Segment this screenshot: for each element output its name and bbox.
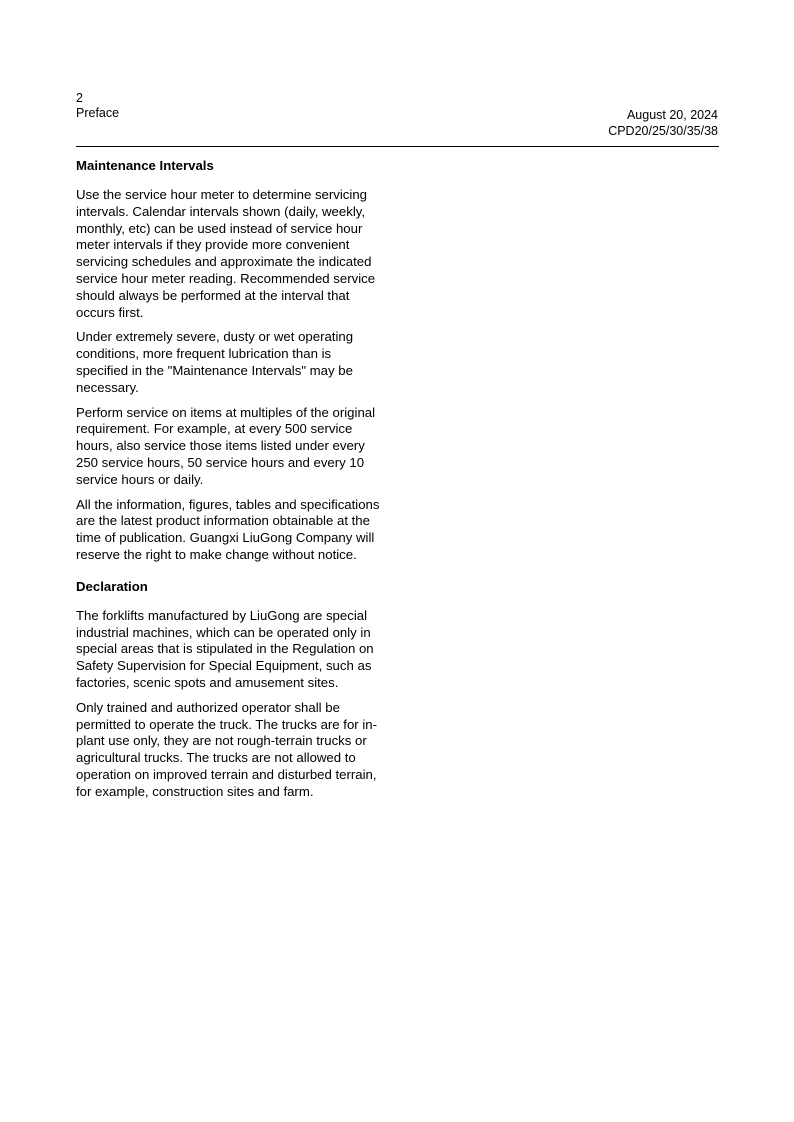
section-name: Preface	[76, 106, 120, 120]
paragraph: All the information, figures, tables and specifications are the latest product information obtainable at the time of publication. Guangxi LiuGong Company will reserve the right to make change without notice.	[76, 496, 380, 562]
paragraph: Under extremely severe, dusty or wet operating conditions, more frequent lubrication than is specified in the "Maintenance Intervals" may be necessary.	[76, 329, 354, 395]
section-title: Maintenance Intervals	[76, 158, 214, 173]
section-maintenance-intervals	[76, 157, 381, 564]
header-divider	[76, 146, 719, 147]
section-title: Declaration	[76, 578, 148, 594]
header-left	[76, 91, 119, 121]
page-content	[76, 157, 381, 809]
paragraph: The forklifts manufactured by LiuGong are special industrial machines, which can be operated only in special areas that is stipulated in the Regulation on Safety Supervision for Special Equipment, such as factories, scenic spots and amusement sites.	[76, 607, 374, 690]
paragraph: Use the service hour meter to determine servicing intervals. Calendar intervals shown (daily, weekly, monthly, etc) can be used instead of service hour meter intervals if they provide more convenient servicing schedules and approximate the indicated service hour meter reading. Recommended service should always be performed at the interval that occurs first.	[76, 187, 376, 320]
model-number: CPD20/25/30/35/38	[608, 124, 718, 138]
page-number: 2	[76, 91, 83, 105]
header-right	[608, 107, 718, 139]
paragraph: Only trained and authorized operator shall be permitted to operate the truck. The trucks are for in-plant use only, they are not rough-terrain trucks or agricultural trucks. The trucks are not allowed to operation on improved terrain and disturbed terrain, for example, construction sites and farm.	[76, 699, 378, 799]
paragraph: Perform service on items at multiples of the original requirement. For example, at every 500 service hours, also service those items listed under every 250 service hours, 50 service hours and every 10 service hours or daily.	[76, 404, 376, 487]
publication-date: August 20, 2024	[626, 108, 718, 122]
section-declaration	[76, 578, 381, 801]
